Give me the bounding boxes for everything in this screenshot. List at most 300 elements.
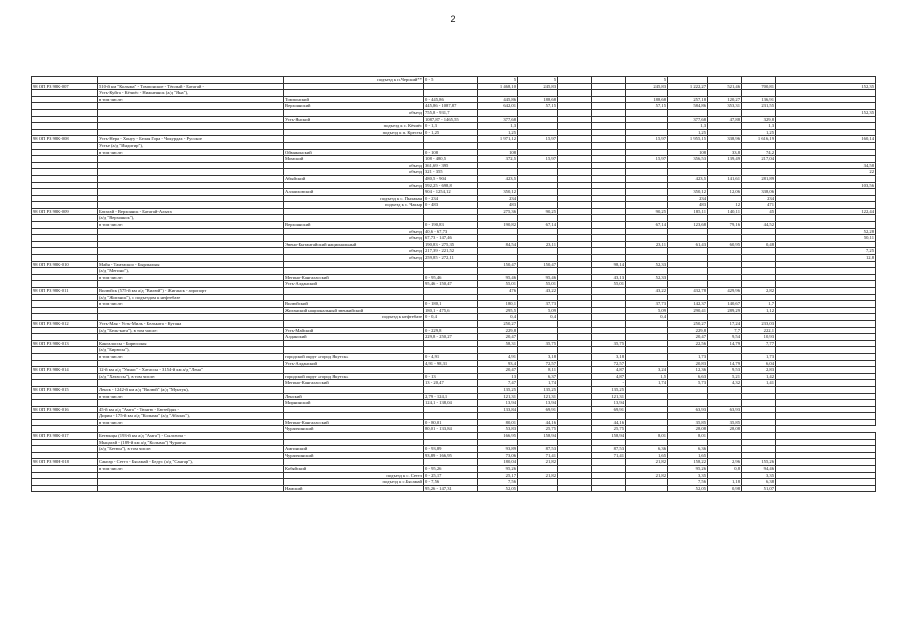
table-cell	[558, 195, 592, 202]
table-cell	[708, 162, 742, 169]
table-cell	[518, 90, 558, 97]
table-cell: 234	[478, 195, 518, 202]
table-cell: Усть-Алданский	[284, 360, 424, 367]
table-cell: 44,16	[592, 419, 626, 426]
table-cell	[668, 90, 708, 97]
table-cell: 0 - 190,83	[424, 222, 478, 229]
table-cell: 5	[518, 77, 558, 84]
table-cell	[626, 202, 668, 209]
table-cell	[558, 314, 592, 321]
table-cell: 1,7	[742, 301, 776, 308]
table-cell: 166,95	[478, 433, 518, 440]
table-cell	[424, 294, 478, 301]
table-row	[32, 96, 876, 103]
table-cell: 0,4	[518, 314, 558, 321]
table-cell	[708, 235, 742, 242]
table-cell	[558, 452, 592, 459]
table-cell	[776, 393, 876, 400]
table-cell: 71,41	[592, 452, 626, 459]
table-cell: 63,93	[708, 406, 742, 413]
table-cell	[742, 426, 776, 433]
table-cell	[558, 136, 592, 143]
table-cell	[32, 156, 98, 163]
table-cell	[668, 109, 708, 116]
table-row	[32, 77, 876, 84]
table-cell: объезд	[284, 235, 424, 242]
table-cell	[668, 268, 708, 275]
table-cell: 98 ОП РЗ 98К-011	[32, 288, 98, 295]
table-cell	[98, 129, 284, 136]
table-cell: 0 - 93,89	[424, 446, 478, 453]
table-cell	[558, 413, 592, 420]
table-cell: 904 - 1254,12	[424, 189, 478, 196]
table-row	[32, 175, 876, 182]
table-cell	[776, 129, 876, 136]
table-cell: 353,31	[708, 103, 742, 110]
table-cell	[558, 162, 592, 169]
table-cell	[742, 182, 776, 189]
table-cell	[592, 175, 626, 182]
table-cell	[32, 175, 98, 182]
table-cell	[668, 294, 708, 301]
table-cell: 74,2	[742, 149, 776, 156]
table-cell	[668, 255, 708, 262]
table-cell	[708, 400, 742, 407]
table-cell	[478, 142, 518, 149]
table-cell: 52,05	[478, 485, 518, 492]
table-cell: 3,35	[742, 472, 776, 479]
table-row	[32, 320, 876, 327]
table-cell	[424, 320, 478, 327]
table-cell: 0 - 25,17	[424, 472, 478, 479]
table-cell	[32, 215, 98, 222]
table-cell	[98, 109, 284, 116]
table-cell	[592, 83, 626, 90]
table-cell: в том числе:	[98, 393, 284, 400]
table-cell	[776, 142, 876, 149]
roads-table	[31, 76, 876, 492]
table-cell: 28,08	[708, 426, 742, 433]
table-cell	[32, 380, 98, 387]
table-cell	[592, 189, 626, 196]
table-cell	[518, 116, 558, 123]
table-row	[32, 479, 876, 486]
table-cell: 700,81	[742, 83, 776, 90]
table-cell	[478, 413, 518, 420]
table-cell: Кобяйский	[284, 466, 424, 473]
table-cell: 34,58	[776, 162, 876, 169]
table-cell: 234	[668, 195, 708, 202]
table-cell	[558, 228, 592, 235]
table-cell	[32, 334, 98, 341]
page-number: 2	[450, 14, 456, 24]
table-cell: -	[592, 380, 626, 387]
table-cell: 20,47	[478, 334, 518, 341]
table-cell	[32, 452, 98, 459]
table-cell	[558, 479, 592, 486]
table-cell	[32, 116, 98, 123]
table-cell	[592, 294, 626, 301]
table-cell	[284, 83, 424, 90]
table-cell	[708, 123, 742, 130]
table-cell	[32, 189, 98, 196]
table-cell	[32, 281, 98, 288]
table-cell	[98, 241, 284, 248]
table-cell: 21,82	[626, 459, 668, 466]
table-cell	[32, 294, 98, 301]
table-cell	[708, 314, 742, 321]
table-cell	[592, 103, 626, 110]
table-cell: объезд	[284, 169, 424, 176]
table-cell: 1,5	[626, 373, 668, 380]
table-cell	[708, 452, 742, 459]
table-cell: 55,01	[592, 281, 626, 288]
table-cell	[558, 96, 592, 103]
table-cell	[626, 479, 668, 486]
table-cell: 95,46 - 150,47	[424, 281, 478, 288]
table-cell: Усть-Майский	[284, 327, 424, 334]
table-cell: Дирин - 175-й км а/д "Колыма" (а/д "Абалах"),	[98, 413, 284, 420]
table-cell	[742, 162, 776, 169]
table-cell: 37,73	[626, 301, 668, 308]
table-cell: 3,18	[592, 353, 626, 360]
table-cell: 321 - 355	[424, 169, 478, 176]
table-cell: 5	[478, 77, 518, 84]
table-cell	[558, 301, 592, 308]
table-cell	[592, 288, 626, 295]
table-cell	[284, 439, 424, 446]
table-cell: 1,18	[708, 479, 742, 486]
table-cell	[558, 360, 592, 367]
table-cell	[592, 439, 626, 446]
table-cell: 7,56	[668, 479, 708, 486]
table-cell: 222,1	[742, 327, 776, 334]
table-cell: 350,12	[478, 189, 518, 196]
table-cell: 25,17	[478, 472, 518, 479]
table-row	[32, 340, 876, 347]
table-row	[32, 129, 876, 136]
table-cell: 0 - 1,3	[424, 123, 478, 130]
table-row	[32, 439, 876, 446]
table-cell: 1,3	[668, 123, 708, 130]
table-cell: 229,8 - 250,27	[424, 334, 478, 341]
table-cell	[558, 175, 592, 182]
table-row	[32, 215, 876, 222]
table-cell	[558, 353, 592, 360]
table-cell: (а/д "Бель-ката"), в том числе:	[98, 327, 284, 334]
table-cell: 188,68	[626, 96, 668, 103]
table-cell: 5,09	[626, 307, 668, 314]
table-cell	[742, 169, 776, 176]
table-cell	[518, 485, 558, 492]
table-cell	[558, 439, 592, 446]
table-cell: 123,68	[668, 222, 708, 229]
table-cell	[32, 241, 98, 248]
table-cell	[558, 466, 592, 473]
table-cell	[32, 314, 98, 321]
table-cell: Бетюнцы (193-й км а/д "Амга") - Сылгачча -	[98, 433, 284, 440]
table-cell: 98,14	[592, 261, 626, 268]
table-cell: Усть-Янский	[284, 116, 424, 123]
table-cell	[558, 307, 592, 314]
table-cell: 67,14	[518, 222, 558, 229]
table-cell: 6,36	[668, 446, 708, 453]
table-cell	[776, 149, 876, 156]
table-cell	[32, 353, 98, 360]
table-cell	[592, 222, 626, 229]
table-cell: 13 - 20,47	[424, 380, 478, 387]
table-row	[32, 228, 876, 235]
table-cell: 93,89	[478, 446, 518, 453]
table-cell	[626, 90, 668, 97]
table-cell	[98, 479, 284, 486]
table-cell	[626, 419, 668, 426]
table-cell: 25,75	[592, 426, 626, 433]
table-cell: 55,01	[518, 281, 558, 288]
table-cell: 57,15	[626, 103, 668, 110]
table-cell	[32, 301, 98, 308]
table-cell: 14,79	[708, 360, 742, 367]
table-row	[32, 109, 876, 116]
table-cell	[592, 96, 626, 103]
table-cell	[424, 208, 478, 215]
table-cell	[98, 77, 284, 84]
table-cell	[32, 195, 98, 202]
table-cell: Кангаласcы - Бирюсоны	[98, 340, 284, 347]
table-cell	[518, 228, 558, 235]
table-row	[32, 241, 876, 248]
table-cell: 2,79 - 124,1	[424, 393, 478, 400]
table-cell	[98, 202, 284, 209]
table-cell	[32, 479, 98, 486]
table-cell	[776, 446, 876, 453]
table-cell	[558, 261, 592, 268]
table-cell: 1,73	[742, 353, 776, 360]
table-cell	[668, 215, 708, 222]
table-cell: Алданский	[284, 334, 424, 341]
table-cell	[98, 248, 284, 255]
table-cell	[284, 268, 424, 275]
table-cell: 2,96	[708, 459, 742, 466]
table-cell: 43,22	[518, 288, 558, 295]
table-cell: 0 - 13	[424, 373, 478, 380]
table-cell: 6,63	[668, 373, 708, 380]
table-cell: объезд	[284, 228, 424, 235]
table-cell	[776, 459, 876, 466]
table-cell: 7,47	[478, 380, 518, 387]
table-cell	[32, 439, 98, 446]
table-cell	[424, 288, 478, 295]
table-cell: 5,09	[518, 307, 558, 314]
table-cell	[558, 235, 592, 242]
table-cell	[708, 433, 742, 440]
table-cell	[592, 241, 626, 248]
table-cell	[518, 109, 558, 116]
table-cell	[518, 175, 558, 182]
table-cell: 0,4	[626, 314, 668, 321]
table-cell: 87,53	[592, 446, 626, 453]
table-cell	[284, 386, 424, 393]
table-cell: 12,36	[668, 367, 708, 374]
table-cell: 44,16	[518, 419, 558, 426]
table-cell	[32, 446, 98, 453]
table-cell	[592, 77, 626, 84]
table-cell	[708, 472, 742, 479]
table-cell	[518, 479, 558, 486]
table-row	[32, 208, 876, 215]
table-cell: 295,5	[478, 307, 518, 314]
table-cell	[776, 360, 876, 367]
table-cell: 1,74	[626, 380, 668, 387]
table-cell	[668, 182, 708, 189]
table-cell	[592, 307, 626, 314]
table-cell: 21,82	[518, 472, 558, 479]
table-cell	[32, 419, 98, 426]
table-cell: 12,06	[708, 189, 742, 196]
table-cell: 35,75	[592, 340, 626, 347]
table-cell	[708, 77, 742, 84]
table-cell: 9,53	[708, 367, 742, 374]
table-cell	[626, 347, 668, 354]
table-cell	[32, 202, 98, 209]
table-cell	[742, 386, 776, 393]
table-cell	[742, 446, 776, 453]
table-cell	[668, 400, 708, 407]
table-cell	[626, 215, 668, 222]
table-cell: 0 - 229,8	[424, 327, 478, 334]
table-cell: 135,25	[518, 386, 558, 393]
table-cell	[98, 156, 284, 163]
table-row	[32, 288, 876, 295]
table-cell	[424, 215, 478, 222]
table-cell: 52,33	[626, 274, 668, 281]
table-cell	[558, 123, 592, 130]
table-cell	[708, 90, 742, 97]
table-cell: 289,29	[708, 307, 742, 314]
table-cell: 445,86 - 1087,87	[424, 103, 478, 110]
table-cell: 245,83	[626, 83, 668, 90]
table-cell	[626, 406, 668, 413]
table-cell: Усть-Нера - Хонуу - Белая Гора - Чокурдах - Русское	[98, 136, 284, 143]
table-cell: Вилюйский	[284, 301, 424, 308]
table-cell: 155,26	[742, 459, 776, 466]
table-cell	[742, 439, 776, 446]
table-cell: 52,33	[626, 261, 668, 268]
table-cell: 480,5 - 904	[424, 175, 478, 182]
table-cell: 47,88	[708, 116, 742, 123]
table-cell: 121,31	[518, 393, 558, 400]
table-cell	[558, 255, 592, 262]
table-cell: 98 ОП РЗ 98К-013	[32, 340, 98, 347]
table-cell: 432,78	[668, 288, 708, 295]
table-cell	[592, 195, 626, 202]
table-cell	[742, 109, 776, 116]
table-cell: 250,27	[668, 320, 708, 327]
table-cell: Эвено-Бытантайский национальный	[284, 241, 424, 248]
table-cell	[776, 419, 876, 426]
table-cell	[742, 400, 776, 407]
table-cell: 5	[626, 77, 668, 84]
table-cell	[558, 208, 592, 215]
table-cell	[776, 103, 876, 110]
table-cell	[558, 116, 592, 123]
table-cell: 0 - 108	[424, 149, 478, 156]
table-cell: 471	[742, 202, 776, 209]
table-cell: 8,11	[518, 367, 558, 374]
table-cell: 28,08	[668, 426, 708, 433]
table-row	[32, 222, 876, 229]
table-cell: 71,41	[518, 452, 558, 459]
table-cell	[558, 472, 592, 479]
table-cell	[424, 347, 478, 354]
table-cell	[626, 340, 668, 347]
table-cell	[592, 109, 626, 116]
table-cell: 120,27	[708, 96, 742, 103]
table-cell	[776, 452, 876, 459]
table-cell	[558, 294, 592, 301]
table-cell: 1 955,15	[668, 136, 708, 143]
table-row	[32, 149, 876, 156]
table-cell	[284, 90, 424, 97]
table-cell: Мегино-Кангаласский	[284, 274, 424, 281]
table-cell	[708, 182, 742, 189]
table-cell	[424, 413, 478, 420]
table-cell	[626, 400, 668, 407]
table-cell: 150,47	[518, 261, 558, 268]
table-cell	[558, 340, 592, 347]
table-cell	[424, 433, 478, 440]
table-row	[32, 472, 876, 479]
table-row	[32, 485, 876, 492]
table-cell: 180,1 - 475,6	[424, 307, 478, 314]
table-cell	[558, 288, 592, 295]
table-cell	[776, 380, 876, 387]
table-cell	[558, 83, 592, 90]
table-cell	[98, 169, 284, 176]
table-cell	[708, 215, 742, 222]
table-row	[32, 413, 876, 420]
table-cell	[558, 169, 592, 176]
table-cell: 15,97	[518, 156, 558, 163]
table-cell	[592, 156, 626, 163]
table-cell: 0 - 234	[424, 195, 478, 202]
table-row	[32, 261, 876, 268]
table-cell: 15,97	[626, 136, 668, 143]
table-cell	[518, 327, 558, 334]
table-cell	[32, 307, 98, 314]
table-cell: 135,25	[592, 386, 626, 393]
table-cell	[626, 169, 668, 176]
table-cell	[424, 136, 478, 143]
table-row	[32, 255, 876, 262]
table-cell: подъезд к с. Чакыр	[284, 202, 424, 209]
table-cell: 135,25	[478, 386, 518, 393]
table-cell	[518, 202, 558, 209]
table-cell: подъезд к п.Черский**	[284, 77, 424, 84]
table-cell: Устье (а/д "Индигир"),	[98, 142, 284, 149]
table-cell: 0,4	[478, 314, 518, 321]
table-cell: 61,43	[668, 241, 708, 248]
table-cell	[708, 248, 742, 255]
table-cell: 1,3	[478, 123, 518, 130]
table-cell	[626, 123, 668, 130]
table-cell: 1,65	[626, 452, 668, 459]
table-cell	[32, 413, 98, 420]
table-cell: 13,94	[592, 400, 626, 407]
table-cell: 1,73	[668, 353, 708, 360]
table-cell	[592, 268, 626, 275]
table-cell: 98 ОП РЗ 98К-009	[32, 208, 98, 215]
